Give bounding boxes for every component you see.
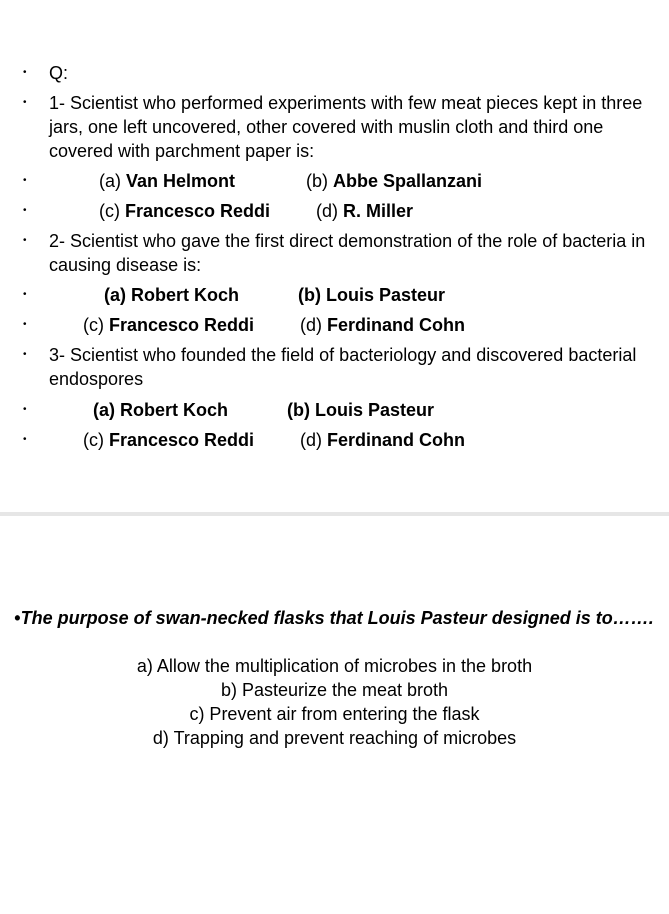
q3-option-b: (b) Louis Pasteur [287, 400, 435, 420]
q2-option-d: (d) Ferdinand Cohn [300, 315, 465, 335]
bullet-icon: • [23, 235, 27, 246]
q1-option-a: (a) Van Helmont [99, 171, 236, 191]
flask-option-a: a) Allow the multiplication of microbes in the broth [136, 656, 533, 676]
bullet-icon: • [23, 97, 27, 108]
bullet-icon: • [23, 67, 27, 78]
q3-option-a: (a) Robert Koch [93, 400, 228, 420]
flask-question [14, 606, 654, 630]
bullet-icon: • [23, 349, 27, 360]
bullet-icon: • [23, 434, 27, 445]
flask-option-d: d) Trapping and prevent reaching of microbes [152, 728, 517, 748]
flask-question-text: The purpose of swan-necked flasks that Louis Pasteur designed is to……. [20, 608, 654, 628]
q2-option-c: (c) Francesco Reddi [83, 315, 255, 335]
q2-option-a: (a) Robert Koch [104, 285, 239, 305]
q1-option-c: (c) Francesco Reddi [99, 201, 271, 221]
question-1-text: 1- Scientist who performed experiments with few meat pieces kept in three jars, one left uncovered, other covered with muslin cloth and third one covered with parchment paper is: [49, 93, 643, 161]
flask-option-b: b) Pasteurize the meat broth [220, 680, 449, 700]
q3-option-d: (d) Ferdinand Cohn [300, 430, 465, 450]
bullet-icon: • [23, 319, 27, 330]
q1-option-b: (b) Abbe Spallanzani [306, 171, 483, 191]
bullet-icon: • [23, 404, 27, 415]
q-label: Q: [49, 63, 69, 83]
q2-option-b: (b) Louis Pasteur [298, 285, 446, 305]
bullet-icon: • [23, 289, 27, 300]
bullet-icon: • [14, 608, 21, 628]
bullet-icon: • [23, 205, 27, 216]
bullet-icon: • [23, 175, 27, 186]
question-2-text: 2- Scientist who gave the first direct demonstration of the role of bacteria in causing disease is: [49, 231, 646, 275]
flask-option-c: c) Prevent air from entering the flask [189, 704, 480, 724]
question-3-text: 3- Scientist who founded the field of bacteriology and discovered bacterial endospores [49, 345, 637, 389]
q1-option-d: (d) R. Miller [316, 201, 414, 221]
q3-option-c: (c) Francesco Reddi [83, 430, 255, 450]
